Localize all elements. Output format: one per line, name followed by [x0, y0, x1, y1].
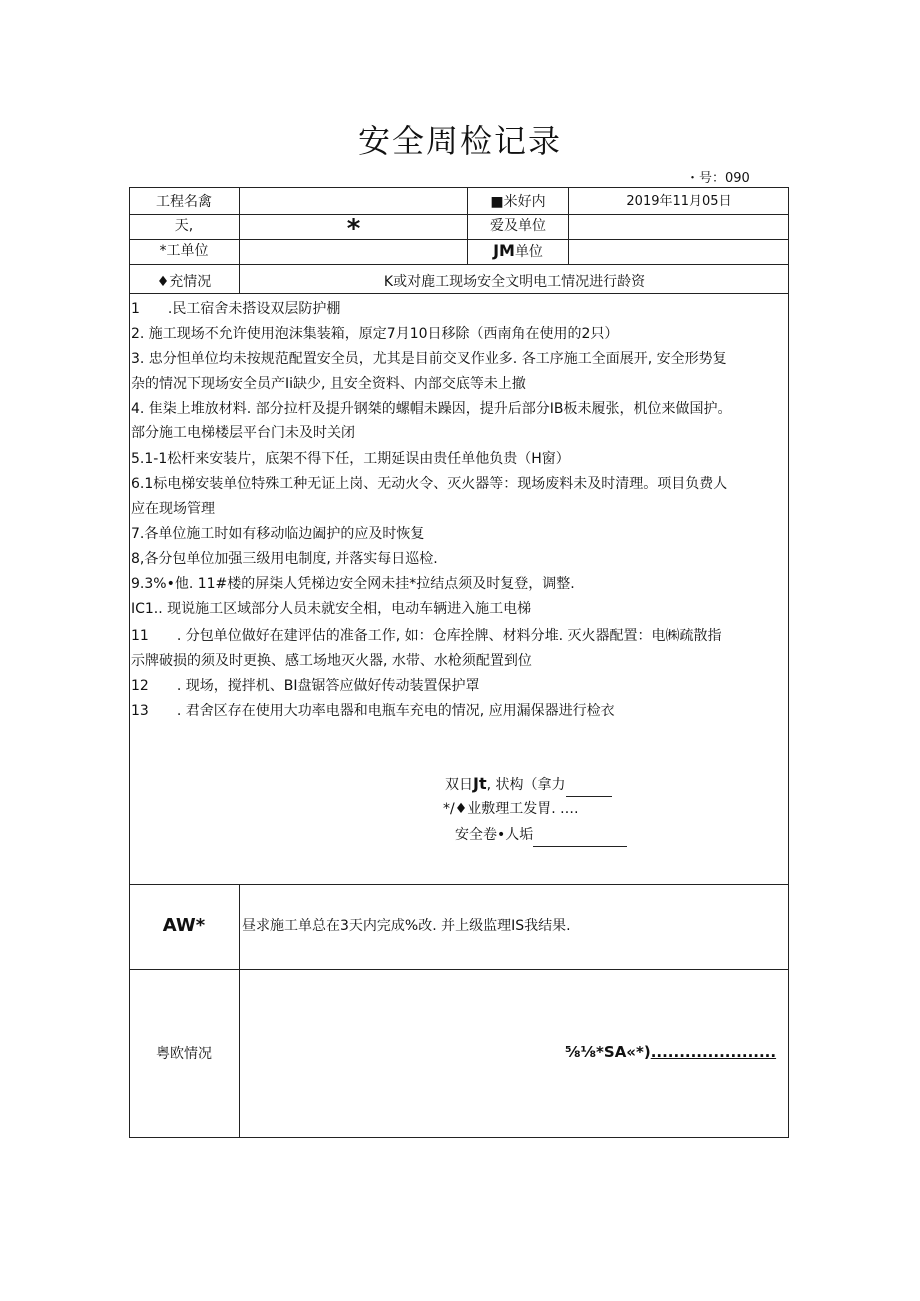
row3-right-label-rest: 单位: [514, 244, 543, 260]
status-label: ♦充情况: [156, 274, 212, 290]
review-signature: [565, 1043, 776, 1061]
inspection-date-value: 2019年11月05日: [626, 194, 732, 209]
signature-3-blank: [533, 830, 627, 847]
row2-label: 天,: [174, 218, 194, 234]
signature-1-post: , 状构（拿力: [486, 777, 566, 793]
signature-3-text: 安全卷•人垢: [455, 827, 534, 843]
signature-1-bold: Jt: [473, 774, 487, 793]
column-divider: [239, 884, 240, 1138]
supervision-unit-label: 爱及单位: [490, 218, 546, 234]
review-stamp-dots: ......................: [650, 1043, 777, 1061]
construction-unit-label: *工单位: [159, 243, 209, 259]
inspection-item: 应在现场管理: [131, 501, 215, 517]
document-number: ・号：090: [686, 171, 750, 186]
inspection-item: 1 .民工宿舍未搭设双层防护棚: [131, 301, 341, 317]
inspection-item: 12 . 现场，搅拌机、BI盘锯答应做好传动装置保护罩: [131, 678, 480, 694]
signature-1-blank: [566, 780, 612, 797]
rectify-text: 昼求施工单总在3天内完成%改. 并上级监理IS我结果.: [242, 918, 571, 934]
signature-line-2: [443, 797, 579, 821]
inspection-item: 9.3%•他. 11#楼的屏柒人凭梯边安全网未挂*拉结点须及时复登，调整.: [131, 576, 575, 592]
signature-line-3: [455, 823, 627, 847]
row2-value: *: [346, 214, 361, 244]
review-stamp-text: ⅝⅛*SA«*): [565, 1043, 651, 1061]
inspection-item: 部分施工电梯楼层平台门未及时关闭: [131, 425, 355, 441]
inspection-item: IC1.. 现说施工区域部分人员未就安全相，电动车辆进入施工电梯: [131, 601, 532, 617]
inspection-item: 5.1-1松杆来安装片，底架不得下任，工期延误由贵任单他负贵（H窗）: [131, 451, 570, 467]
row3-right-label-bold: JM: [493, 241, 515, 260]
row-divider: [129, 884, 789, 885]
signature-line-1: [445, 772, 612, 797]
signature-2-text: */♦业敷理工发胃. .…: [443, 801, 579, 817]
inspection-item: 6.1标电梯安装单位特殊工种无证上岗、无动火令、灭火器等：现场废料未及时清理。项目负费人: [131, 476, 728, 492]
inspection-item: 4. 隹柒上堆放材料. 部分拉杆及提升钢桀的螺帽未躁因，提升后部分IB板未履张，机位来做国护。: [131, 401, 732, 417]
review-label: 粤欧情况: [156, 1046, 212, 1062]
row-divider: [129, 969, 789, 970]
row-divider: [129, 293, 789, 294]
row-divider: [129, 264, 789, 265]
inspection-item: 13 . 君舍区存在使用大功率电器和电瓶车充电的情况, 应用漏保器进行检衣: [131, 703, 615, 719]
signature-1-pre: 双日: [445, 777, 473, 793]
rectify-label: AW*: [162, 915, 206, 936]
row3-right-label: [468, 240, 568, 263]
inspection-item: 11 . 分包单位做好在建评估的准备工作, 如：仓库拴牌、材料分堆. 灭火器配置：电㈱疏散指: [131, 628, 722, 644]
inspection-item: 7.各单位施工时如有移动临边阖护的应及时恢复: [131, 526, 425, 542]
project-name-label: 工程名禽: [156, 194, 212, 210]
inspection-item: 杂的情况下现场安全员产Ii缺少, 且安全资料、内部交底等未上撤: [131, 376, 526, 392]
inspection-item: 2. 施工现场不允许使用泡沫集装箱，原定7月10日移除（西南角在使用的2只）: [131, 326, 619, 342]
status-value: K或对鹿工现场安全文明电工情况进行龄资: [383, 274, 646, 290]
page-title: 安全周检记录: [357, 122, 562, 160]
inspection-item: 示牌破损的须及时更换、感工场地灭火器, 水带、水枪须配置到位: [131, 653, 532, 669]
inspection-date-label: ■米好内: [490, 194, 546, 210]
inspection-item: 8,各分包单位加强三级用电制度, 并落实每日巡检.: [131, 551, 438, 567]
inspection-item: 3. 忠分怛单位均未按规范配置安全员，尤其是目前交叉作业多. 各工序施工全面展开, 安全形势复: [131, 351, 727, 367]
